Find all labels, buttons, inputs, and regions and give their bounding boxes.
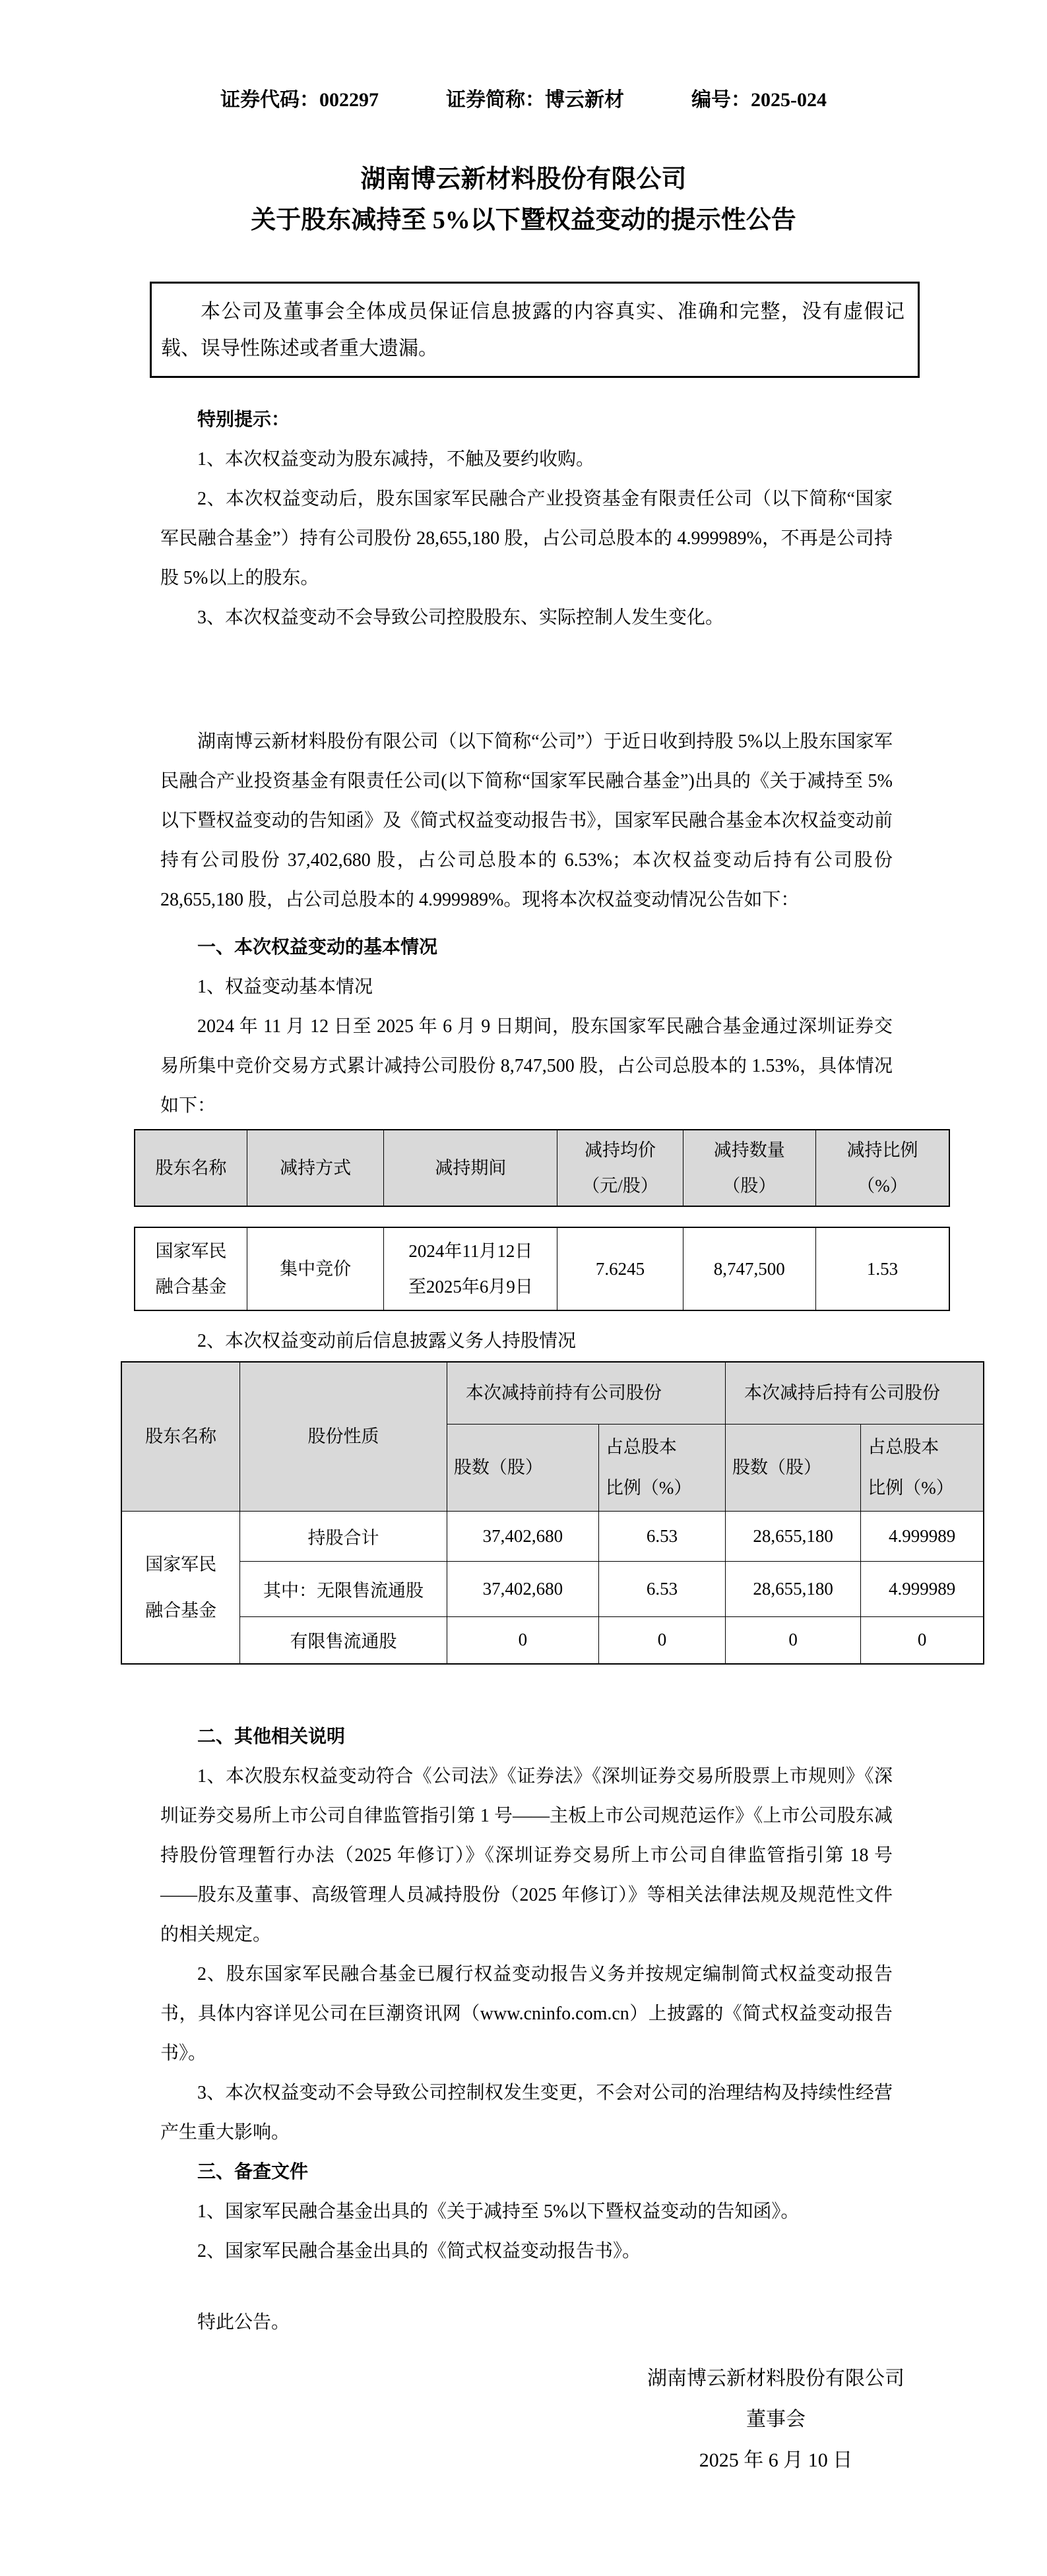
table-row (135, 1227, 949, 1310)
t1-period: 2024年11月12日 至2025年6月9日 (384, 1227, 557, 1310)
t2-ratio-after-unrestricted: 4.999989 (861, 1561, 984, 1616)
t1-col-period: 减持期间 (384, 1130, 557, 1206)
section1-heading: 一、本次权益变动的基本情况 (197, 937, 438, 958)
t2-shares-before-total: 37,402,680 (447, 1511, 598, 1561)
signature-board: 董事会 (746, 2408, 806, 2430)
intro-paragraph: 湖南博云新材料股份有限公司（以下简称“公司”）于近日收到持股 5%以上股东国家军民融合产业投资基金有限责任公司(以下简称“国家军民融合基金”)出具的《关于减持至 5%以下暨权益变动的告知函》及《简式权益变动报告书》，国家军民融合基金本次权益变动前持有公司股份 37,402,680 股，占公司总股本的 6.53%；本次权益变动后持有公司股份 28,655,180 股，占公司总股本的 4.999989%。现将本次权益变动情况公告如下： (160, 731, 893, 910)
t2-sub-ratio-after: 占总股本 比例（%） (861, 1424, 984, 1511)
t2-shares-before-unrestricted: 37,402,680 (447, 1561, 598, 1616)
company-title: 湖南博云新材料股份有限公司 (360, 166, 687, 193)
section3-item-1: 1、国家军民融合基金出具的《关于减持至 5%以下暨权益变动的告知函》。 (197, 2201, 800, 2222)
stock-code: 证券代码：002297 (220, 89, 379, 111)
closing-statement: 特此公告。 (197, 2312, 290, 2333)
t1-ratio: 1.53 (815, 1227, 949, 1310)
t1-col-avg-price: 减持均价 （元/股） (557, 1130, 683, 1206)
special-notice-item-1: 1、本次权益变动为股东减持，不触及要约收购。 (197, 449, 595, 470)
t1-col-shareholder: 股东名称 (135, 1130, 247, 1206)
table-row (121, 1511, 984, 1561)
section1-sub2: 2、本次权益变动前后信息披露义务人持股情况 (197, 1331, 577, 1351)
reduction-table-body (134, 1227, 950, 1311)
section2-item-3: 3、本次权益变动不会导致公司控制权发生变更，不会对公司的治理结构及持续性经营产生重大影响。 (160, 2083, 893, 2143)
t2-ratio-before-total: 6.53 (598, 1511, 725, 1561)
table-row (121, 1561, 984, 1616)
special-notice-item-3: 3、本次权益变动不会导致公司控股股东、实际控制人发生变化。 (197, 607, 724, 628)
disclaimer-box (150, 282, 920, 378)
section2-heading: 二、其他相关说明 (197, 1727, 346, 1747)
signature-date: 2025 年 6 月 10 日 (699, 2449, 853, 2471)
t2-shares-after-unrestricted: 28,655,180 (726, 1561, 861, 1616)
t2-shares-after-restricted: 0 (726, 1616, 861, 1664)
stock-short-name: 证券简称：博云新材 (446, 89, 624, 111)
t2-shares-before-restricted: 0 (447, 1616, 598, 1664)
t2-shareholder-label: 国家军民 融合基金 (121, 1511, 240, 1664)
t1-quantity: 8,747,500 (683, 1227, 815, 1310)
section1-para1: 2024 年 11 月 12 日至 2025 年 6 月 9 日期间，股东国家军民融合基金通过深圳证券交易所集中竞价交易方式累计减持公司股份 8,747,500 股，占公司总股本的 1.53%，具体情况如下： (160, 1016, 893, 1116)
reduction-table-header (134, 1129, 950, 1207)
t2-ratio-after-restricted: 0 (861, 1616, 984, 1664)
t2-nature-total: 持股合计 (240, 1511, 447, 1561)
section2-item-1: 1、本次股东权益变动符合《公司法》《证券法》《深圳证券交易所股票上市规则》《深圳证券交易所上市公司自律监管指引第 1 号——主板上市公司规范运作》《上市公司股东减持股份管理暂行办法（2025 年修订）》《深圳证券交易所上市公司自律监管指引第 18 号——股东及董事、高级管理人员减持股份（2025 年修订）》等相关法律法规及规范性文件的相关规定。 (160, 1766, 893, 1945)
t2-col-nature: 股份性质 (240, 1362, 447, 1511)
t2-group-after: 本次减持后持有公司股份 (726, 1362, 984, 1424)
t2-ratio-after-total: 4.999989 (861, 1511, 984, 1561)
t2-ratio-before-restricted: 0 (598, 1616, 725, 1664)
special-notice-item-2: 2、本次权益变动后，股东国家军民融合产业投资基金有限责任公司（以下简称“国家军民融合基金”）持有公司股份 28,655,180 股，占公司总股本的 4.999989%，不再是公司持股 5%以上的股东。 (160, 489, 893, 588)
special-notice-heading: 特别提示： (197, 410, 290, 430)
t2-shares-after-total: 28,655,180 (726, 1511, 861, 1561)
t1-col-ratio: 减持比例 （%） (815, 1130, 949, 1206)
table-row (121, 1616, 984, 1664)
holdings-table (121, 1361, 984, 1665)
announcement-title: 关于股东减持至 5%以下暨权益变动的提示性公告 (251, 206, 796, 234)
section2-item-2: 2、股东国家军民融合基金已履行权益变动报告义务并按规定编制简式权益变动报告书，具体内容详见公司在巨潮资讯网（www.cninfo.com.cn）上披露的《简式权益变动报告书》。 (160, 1964, 893, 2064)
t2-sub-shares-after: 股数（股） (726, 1424, 861, 1511)
t2-ratio-before-unrestricted: 6.53 (598, 1561, 725, 1616)
signature-block (647, 2358, 904, 2481)
t2-group-before: 本次减持前持有公司股份 (447, 1362, 725, 1424)
doc-number: 编号：2025-024 (691, 89, 827, 111)
t1-col-quantity: 减持数量 （股） (683, 1130, 815, 1206)
section1-sub1: 1、权益变动基本情况 (197, 977, 373, 997)
disclaimer-text: 本公司及董事会全体成员保证信息披露的内容真实、准确和完整，没有虚假记载、误导性陈述或者重大遗漏。 (161, 301, 904, 359)
section3-item-2: 2、国家军民融合基金出具的《简式权益变动报告书》。 (197, 2241, 641, 2261)
t1-method: 集中竞价 (247, 1227, 383, 1310)
t2-sub-ratio-before: 占总股本 比例（%） (598, 1424, 725, 1511)
section3-heading: 三、备查文件 (197, 2162, 309, 2182)
t1-shareholder: 国家军民 融合基金 (135, 1227, 247, 1310)
t1-avg-price: 7.6245 (557, 1227, 683, 1310)
signature-company: 湖南博云新材料股份有限公司 (647, 2368, 904, 2389)
t2-col-shareholder: 股东名称 (121, 1362, 240, 1511)
t1-col-method: 减持方式 (247, 1130, 383, 1206)
t2-nature-restricted: 有限售流通股 (240, 1616, 447, 1664)
doc-header (0, 0, 1047, 113)
t2-sub-shares-before: 股数（股） (447, 1424, 598, 1511)
t2-nature-unrestricted: 其中：无限售流通股 (240, 1561, 447, 1616)
